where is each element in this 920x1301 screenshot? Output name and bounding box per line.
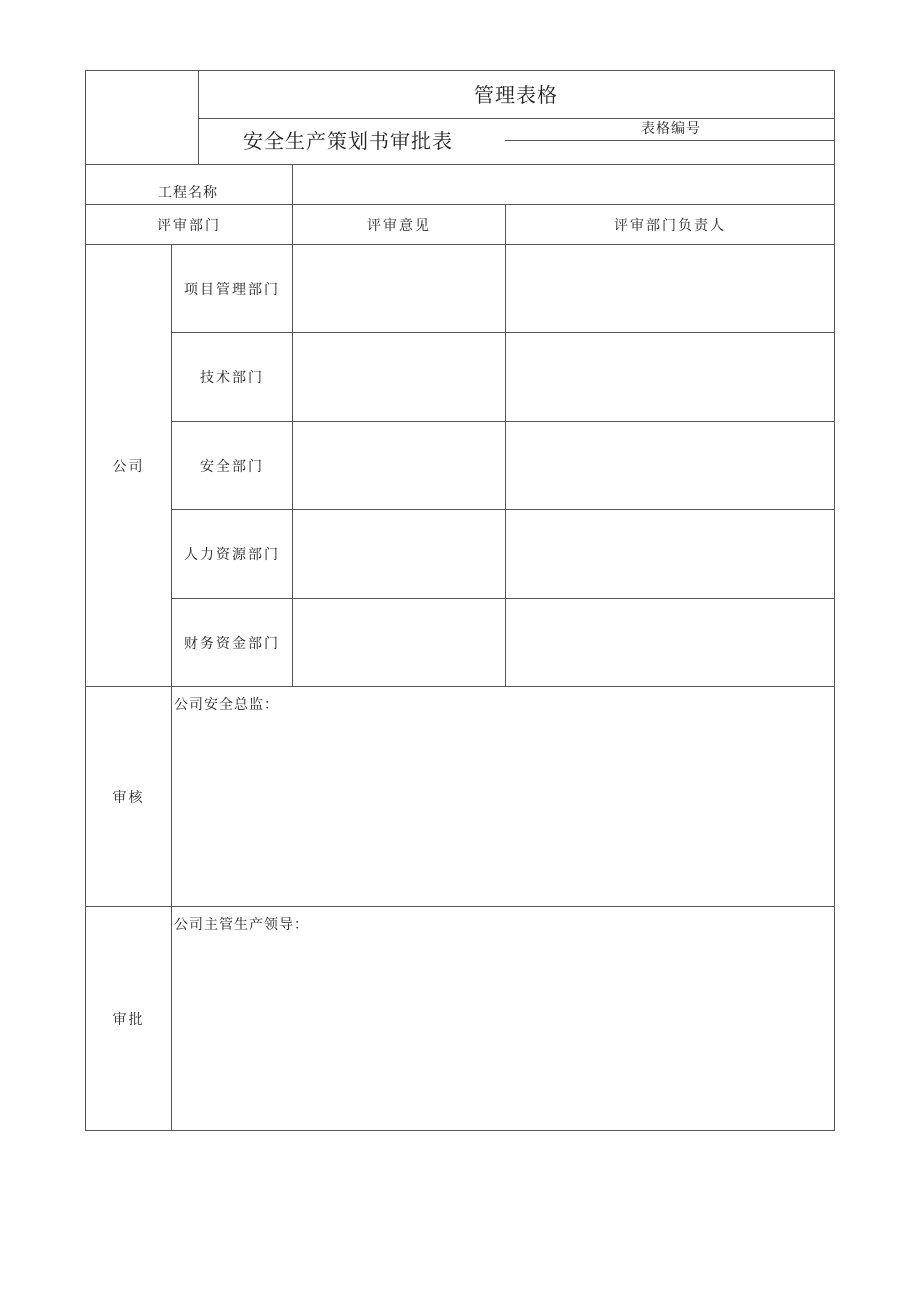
dept-head-field[interactable] bbox=[506, 599, 834, 686]
dept-head-field[interactable] bbox=[506, 510, 834, 598]
border-bottom bbox=[85, 1130, 835, 1131]
approval-label: 审批 bbox=[112, 1011, 145, 1028]
logo-area bbox=[86, 71, 198, 164]
form-number-underline bbox=[505, 140, 835, 141]
dept-head-field[interactable] bbox=[506, 245, 834, 332]
dept-name: 财务资金部门 bbox=[184, 635, 280, 652]
form-number-label: 表格编号 bbox=[641, 121, 701, 137]
form-number-field[interactable] bbox=[505, 119, 635, 139]
dept-name: 项目管理部门 bbox=[184, 281, 280, 298]
dept-head-field[interactable] bbox=[506, 333, 834, 421]
form-title: 安全生产策划书审批表 bbox=[243, 129, 453, 153]
approval-content-field[interactable] bbox=[172, 940, 834, 1130]
dept-opinion-field[interactable] bbox=[293, 245, 505, 332]
review-block-bottom bbox=[85, 906, 835, 907]
border-right bbox=[834, 70, 835, 1131]
company-block-bottom bbox=[85, 686, 835, 687]
column-header-dept: 评审部门 bbox=[157, 217, 221, 234]
dept-opinion-field[interactable] bbox=[293, 510, 505, 598]
dept-name: 安全部门 bbox=[200, 458, 264, 475]
column-header-opinion: 评审意见 bbox=[367, 217, 431, 234]
review-label: 审核 bbox=[112, 789, 145, 806]
project-name-field[interactable] bbox=[293, 165, 834, 204]
review-signer-label: 公司安全总监： bbox=[174, 697, 279, 713]
dept-opinion-field[interactable] bbox=[293, 599, 505, 686]
project-name-label: 工程名称 bbox=[158, 185, 218, 201]
company-label: 公司 bbox=[112, 458, 145, 475]
column-header-head: 评审部门负责人 bbox=[614, 217, 726, 234]
dept-opinion-field[interactable] bbox=[293, 422, 505, 509]
review-content-field[interactable] bbox=[172, 720, 834, 906]
dept-opinion-field[interactable] bbox=[293, 333, 505, 421]
dept-name: 技术部门 bbox=[200, 370, 264, 386]
logo-box-divider bbox=[198, 70, 199, 164]
form-category: 管理表格 bbox=[474, 83, 558, 107]
dept-name: 人力资源部门 bbox=[184, 547, 280, 563]
dept-head-field[interactable] bbox=[506, 422, 834, 509]
approval-signer-label: 公司主管生产领导： bbox=[174, 917, 309, 933]
